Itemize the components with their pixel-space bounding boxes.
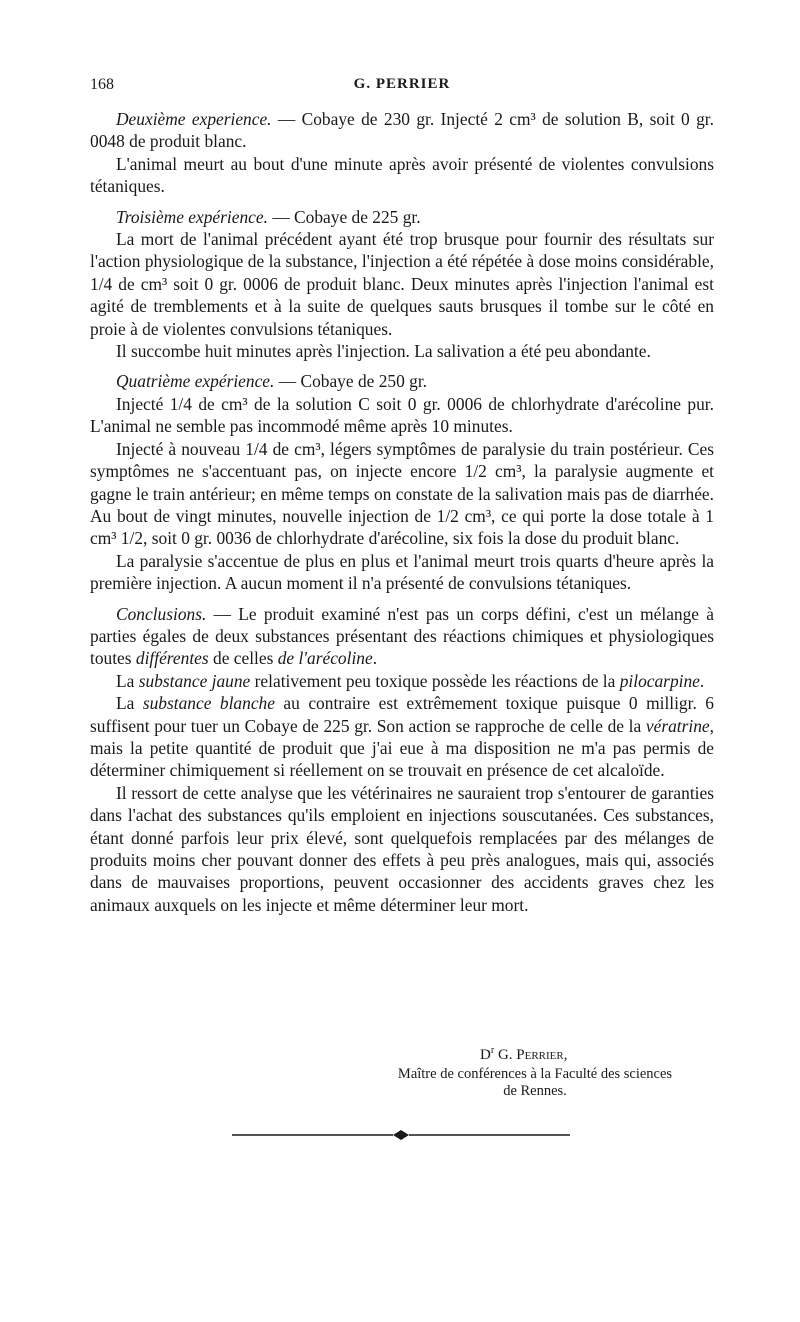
section-heading: Conclusions. xyxy=(116,603,207,624)
body-text xyxy=(90,108,714,916)
paragraph xyxy=(90,108,714,153)
paragraph-text: . xyxy=(699,670,705,691)
experiment-heading: Deuxième experience. xyxy=(116,109,272,129)
paragraph-text: La xyxy=(116,670,139,691)
emphasis: de l'arécoline xyxy=(277,648,373,669)
paragraph xyxy=(90,670,714,692)
paragraph-text: — Cobaye de 250 gr. xyxy=(274,371,428,392)
author-surname: G. Perrier, xyxy=(497,1047,568,1063)
paragraph: Il ressort de cette analyse que les vétérinaires ne sauraient trop s'entourer de garanties dans l'achat des substances qu'ils emploient en injections souscutanées. Ces substances, étant donné parfois leur prix élevé, sont quelquefois remplacées par des mélanges de produits moins cher pouvant donner des effets à peu près analogues, mais qui, associés dans de mauvaises proportions, peuvent occasionner des accidents graves chez les animaux auxquels on les injecte et même déterminer leur mort. xyxy=(90,782,714,915)
page-number: 168 xyxy=(90,76,114,93)
paragraph-text: relativement peu toxique possède les réactions de la xyxy=(250,670,620,691)
author-prefix-sup: r xyxy=(490,1045,495,1056)
paragraph-text: , mais la petite quantité de produit que j'ai eue à ma disposition ne m'a pas permis de déterminer chimiquement si réellement on se trouvait en présence de cet alcaloïde. xyxy=(90,715,714,781)
paragraph: Injecté à nouveau 1/4 de cm³, légers symptômes de paralysie du train postérieur. Ces symptômes ne s'accentuant pas, on injecte encore 1/2 cm³, la paralysie augmente et gagne le train antérieur; en même temps on constate de la salivation mais pas de diarrhée. Au bout de vingt minutes, nouvelle injection de 1/2 cm³, ce qui porte la dose totale à 1 cm³ 1/2, soit 0 gr. 0036 de chlorhydrate d'arécoline, six fois la dose du produit blanc. xyxy=(90,438,714,549)
diamond-rule-icon xyxy=(232,1130,570,1140)
paragraph: La paralysie s'accentue de plus en plus et l'animal meurt trois quarts d'heure après la première injection. A aucun moment il n'a présenté de convulsions tétaniques. xyxy=(90,550,714,594)
author-institution: de Rennes. xyxy=(503,1083,567,1099)
paragraph-text: au contraire est extrêmement toxique puisque 0 milligr. 6 suffisent pour tuer un Cobaye de 225 gr. Son action se rapproche de celle de la xyxy=(90,693,714,736)
paragraph-text: — Cobaye de 225 gr. xyxy=(267,206,421,227)
author-name xyxy=(480,1040,715,1066)
experiment-heading: Quatrième expérience. xyxy=(116,371,275,392)
experiment-heading: Troisième expérience. xyxy=(116,206,268,227)
paragraph: Injecté 1/4 de cm³ de la solution C soit 0 gr. 0006 de chlorhydrate d'arécoline pur. L'animal ne semble pas incommodé même après 10 minutes. xyxy=(90,393,714,437)
emphasis: substance blanche xyxy=(142,693,275,714)
running-head xyxy=(90,76,714,98)
paragraph-text: . xyxy=(372,648,378,669)
signature-block xyxy=(355,1040,715,1100)
paragraph xyxy=(90,692,714,782)
emphasis: différentes xyxy=(135,648,209,669)
paragraph-text: — Cobaye de 230 gr. Injecté 2 cm³ de solution B, soit 0 gr. 0048 de produit blanc. xyxy=(90,109,714,152)
paragraph-text: de celles xyxy=(208,648,278,669)
paragraph-text: La xyxy=(116,693,143,714)
paragraph xyxy=(90,206,714,228)
author-prefix: D xyxy=(480,1047,491,1063)
emphasis: vératrine xyxy=(645,715,710,736)
paragraph: La mort de l'animal précédent ayant été trop brusque pour fournir des résultats sur l'action physiologique de la substance, l'injection a été répétée à dose moins considérable, 1/4 de cm³ soit 0 gr. 0006 de produit blanc. Deux minutes après l'injection l'animal est agité de tremblements et à la suite de quelques sauts brusques il tombe sur le côté en proie à de violentes convulsions tétaniques. xyxy=(90,229,714,339)
paragraph xyxy=(90,603,714,670)
paragraph: Il succombe huit minutes après l'injection. La salivation a été peu abondante. xyxy=(116,341,651,362)
paragraph-text: — Le produit examiné n'est pas un corps défini, c'est un mélange à parties égales de deux substances présentant des réactions chimiques et physiologiques toutes xyxy=(90,603,714,669)
paragraph xyxy=(90,370,714,392)
emphasis: substance jaune xyxy=(138,670,251,691)
emphasis: pilocarpine xyxy=(619,670,700,691)
paragraph: L'animal meurt au bout d'une minute après avoir présenté de violentes convulsions tétaniques. xyxy=(90,153,714,197)
author-title: Maître de conférences à la Faculté des sciences xyxy=(397,1066,673,1082)
running-title: G. PERRIER xyxy=(353,76,451,92)
